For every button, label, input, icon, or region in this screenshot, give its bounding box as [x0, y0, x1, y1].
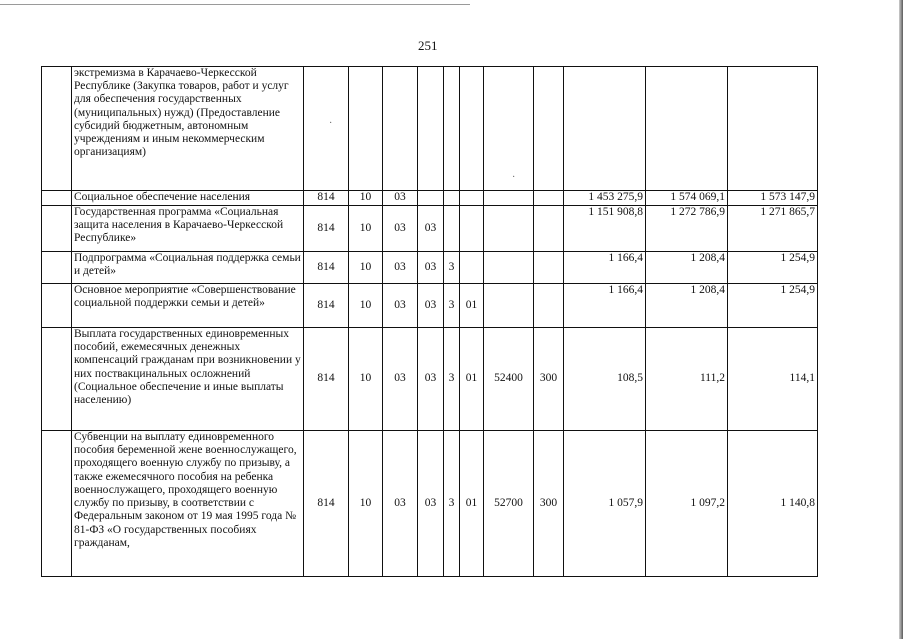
value-year-3: 114,1 — [728, 328, 818, 431]
code-expense-type — [534, 284, 564, 328]
row-name: Основное мероприятие «Совершенствование социальной поддержки семьи и детей» — [72, 284, 304, 328]
code-ministry: 814 — [304, 252, 349, 284]
code-ministry: 814 — [304, 191, 349, 206]
value-year-3: 1 140,8 — [728, 431, 818, 577]
code-direction — [484, 67, 534, 191]
value-year-3: 1 271 865,7 — [728, 206, 818, 252]
code-section: 10 — [349, 431, 383, 577]
scan-speck: · — [329, 118, 333, 129]
code-section: 10 — [349, 284, 383, 328]
code-section — [349, 67, 383, 191]
code-event: 01 — [460, 431, 484, 577]
page-edge-shadow — [899, 0, 903, 639]
scan-speck: · — [512, 172, 516, 183]
empty-cell — [42, 431, 72, 577]
value-year-2 — [646, 67, 728, 191]
code-subsection: 03 — [383, 252, 418, 284]
code-program: 03 — [418, 206, 444, 252]
table-row — [42, 284, 818, 328]
code-event: 01 — [460, 328, 484, 431]
code-subsection: 03 — [383, 431, 418, 577]
code-program: 03 — [418, 328, 444, 431]
value-year-2: 1 097,2 — [646, 431, 728, 577]
code-subsection: 03 — [383, 191, 418, 206]
value-year-1: 1 166,4 — [564, 252, 646, 284]
code-program: 03 — [418, 431, 444, 577]
code-subprogram: 3 — [444, 252, 460, 284]
code-expense-type — [534, 191, 564, 206]
table-row — [42, 67, 818, 191]
row-name: Социальное обеспечение населения — [72, 191, 304, 206]
code-section: 10 — [349, 191, 383, 206]
row-name: экстремизма в Карачаево-Черкесской Республике (Закупка товаров, работ и услуг для обеспечения государственных (муниципальных) нужд) (Предоставление субсидий бюджетным, автономным учреждениям и иным некоммерческим организациям) — [72, 67, 304, 191]
table-row — [42, 252, 818, 284]
budget-table — [41, 66, 818, 577]
empty-cell — [42, 67, 72, 191]
empty-cell — [42, 328, 72, 431]
code-ministry: 814 — [304, 284, 349, 328]
value-year-1: 108,5 — [564, 328, 646, 431]
value-year-1: 1 453 275,9 — [564, 191, 646, 206]
row-name: Государственная программа «Социальная защита населения в Карачаево-Черкесской Республике» — [72, 206, 304, 252]
code-direction: 52400 — [484, 328, 534, 431]
code-ministry: 814 — [304, 431, 349, 577]
code-program — [418, 67, 444, 191]
empty-cell — [42, 191, 72, 206]
code-direction — [484, 284, 534, 328]
code-program: 03 — [418, 284, 444, 328]
value-year-2: 1 272 786,9 — [646, 206, 728, 252]
code-expense-type — [534, 67, 564, 191]
code-ministry: 814 — [304, 206, 349, 252]
page-number: 251 — [418, 38, 438, 53]
code-subprogram: 3 — [444, 284, 460, 328]
code-subprogram: 3 — [444, 328, 460, 431]
table-row — [42, 191, 818, 206]
row-name: Подпрограмма «Социальная поддержка семьи и детей» — [72, 252, 304, 284]
code-subsection: 03 — [383, 284, 418, 328]
table-row — [42, 206, 818, 252]
row-name: Выплата государственных единовременных пособий, ежемесячных денежных компенсаций гражданам при возникновении у них поствакцинальных осложнений (Социальное обеспечение и иные выплаты населению) — [72, 328, 304, 431]
code-ministry: 814 — [304, 328, 349, 431]
code-subprogram: 3 — [444, 431, 460, 577]
value-year-3: 1 254,9 — [728, 284, 818, 328]
code-ministry — [304, 67, 349, 191]
code-event — [460, 67, 484, 191]
value-year-2: 1 208,4 — [646, 252, 728, 284]
code-subprogram — [444, 191, 460, 206]
code-expense-type — [534, 252, 564, 284]
top-border-line — [0, 4, 470, 5]
code-direction: 52700 — [484, 431, 534, 577]
value-year-3: 1 254,9 — [728, 252, 818, 284]
code-expense-type: 300 — [534, 328, 564, 431]
value-year-2: 1 208,4 — [646, 284, 728, 328]
code-direction — [484, 252, 534, 284]
code-program: 03 — [418, 252, 444, 284]
value-year-1: 1 057,9 — [564, 431, 646, 577]
value-year-1 — [564, 67, 646, 191]
code-subsection: 03 — [383, 328, 418, 431]
row-name: Субвенции на выплату единовременного пособия беременной жене военнослужащего, проходящего военную службу по призыву, а также ежемесячного пособия на ребенка военнослужащего, проходящего военную службу по призыву, в соответствии с Федеральным законом от 19 мая 1995 года № 81-ФЗ «О государственных пособиях гражданам, — [72, 431, 304, 577]
value-year-1: 1 151 908,8 — [564, 206, 646, 252]
code-direction — [484, 191, 534, 206]
code-event: 01 — [460, 284, 484, 328]
code-section: 10 — [349, 252, 383, 284]
code-direction — [484, 206, 534, 252]
table-row — [42, 431, 818, 577]
code-event — [460, 206, 484, 252]
value-year-2: 1 574 069,1 — [646, 191, 728, 206]
value-year-3: 1 573 147,9 — [728, 191, 818, 206]
code-event — [460, 191, 484, 206]
value-year-1: 1 166,4 — [564, 284, 646, 328]
empty-cell — [42, 206, 72, 252]
code-subprogram — [444, 67, 460, 191]
value-year-3 — [728, 67, 818, 191]
code-expense-type — [534, 206, 564, 252]
empty-cell — [42, 252, 72, 284]
code-subsection — [383, 67, 418, 191]
code-event — [460, 252, 484, 284]
value-year-2: 111,2 — [646, 328, 728, 431]
code-program — [418, 191, 444, 206]
code-expense-type: 300 — [534, 431, 564, 577]
code-subsection: 03 — [383, 206, 418, 252]
code-section: 10 — [349, 328, 383, 431]
empty-cell — [42, 284, 72, 328]
table-row — [42, 328, 818, 431]
code-subprogram — [444, 206, 460, 252]
code-section: 10 — [349, 206, 383, 252]
